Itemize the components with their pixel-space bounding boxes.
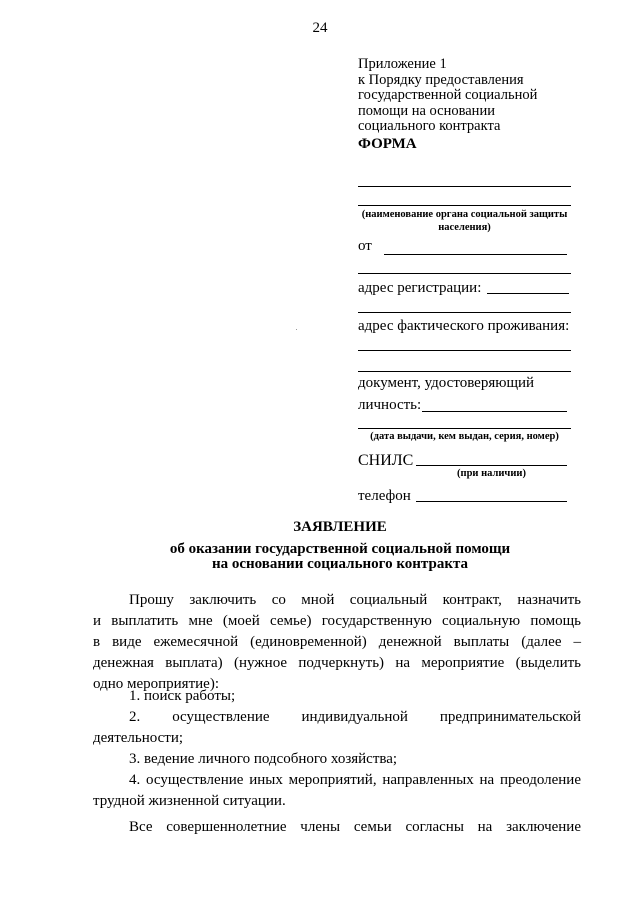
organ-line-2 (358, 205, 571, 206)
body-line: Прошу заключить со мной социальный контракт, назначить (129, 592, 581, 608)
appendix-line: социального контракта (358, 118, 501, 134)
body-line: денежная выплата) (нужное подчеркнуть) на мероприятие (выделить (93, 655, 581, 671)
organ-caption (358, 208, 571, 234)
list-item: 4. осуществление иных мероприятий, направленных на преодоление (129, 772, 581, 788)
form-label: ФОРМА (358, 136, 417, 152)
appendix-block (358, 57, 537, 135)
body-line: в виде ежемесячной (единовременной) денежной выплаты (далее – (93, 634, 581, 650)
list-item-continuation: деятельности; (93, 730, 184, 746)
statement-subtitle: на основании социального контракта (211, 556, 469, 572)
body-line: Все совершеннолетние члены семьи согласны на заключение (129, 819, 581, 835)
snils-caption: (при наличии) (457, 468, 526, 479)
appendix-line: помощи на основании (358, 102, 495, 119)
snils-input-line[interactable] (416, 465, 567, 466)
page-number: 24 (312, 20, 328, 36)
list-item-continuation: трудной жизненной ситуации. (93, 793, 286, 809)
scan-speck (296, 329, 297, 330)
phone-input-line[interactable] (416, 501, 567, 502)
reg-address-input-line[interactable] (487, 293, 569, 294)
reg-address-label: адрес регистрации: (358, 280, 482, 296)
body-line: и выплатить мне (моей семье) государственную социальную помощь (93, 613, 581, 629)
list-item: 1. поиск работы; (129, 688, 236, 704)
appendix-line: государственной социальной (358, 87, 538, 103)
organ-caption-line: (наименование органа социальной защиты (361, 209, 568, 220)
id-doc-input-line[interactable] (422, 411, 567, 412)
appendix-line: Приложение 1 (358, 56, 447, 72)
list-item: 3. ведение личного подсобного хозяйства; (129, 751, 398, 767)
snils-label: СНИЛС (358, 452, 414, 469)
statement-subtitle: об оказании государственной социальной помощи (169, 541, 511, 557)
statement-title: ЗАЯВЛЕНИЕ (293, 519, 387, 535)
body-line: одно мероприятие): (93, 676, 219, 692)
id-doc-label: документ, удостоверяющий (358, 375, 535, 391)
id-doc-line-2[interactable] (358, 428, 571, 429)
id-doc-caption: (дата выдачи, кем выдан, серия, номер) (370, 431, 559, 442)
actual-address-line-2[interactable] (358, 371, 571, 372)
phone-label: телефон (358, 488, 411, 504)
organ-line-1 (358, 186, 571, 187)
appendix-line: к Порядку предоставления (358, 71, 524, 88)
from-line-2[interactable] (358, 273, 571, 274)
from-label: от (358, 238, 372, 254)
actual-address-line-1[interactable] (358, 350, 571, 351)
organ-caption-line: населения) (438, 222, 491, 233)
from-input-line[interactable] (384, 254, 567, 255)
id-doc-label-2: личность: (358, 397, 422, 413)
actual-address-label: адрес фактического проживания: (358, 318, 570, 334)
list-item: 2. осуществление индивидуальной предпринимательской (129, 709, 581, 725)
reg-address-line-2[interactable] (358, 312, 571, 313)
